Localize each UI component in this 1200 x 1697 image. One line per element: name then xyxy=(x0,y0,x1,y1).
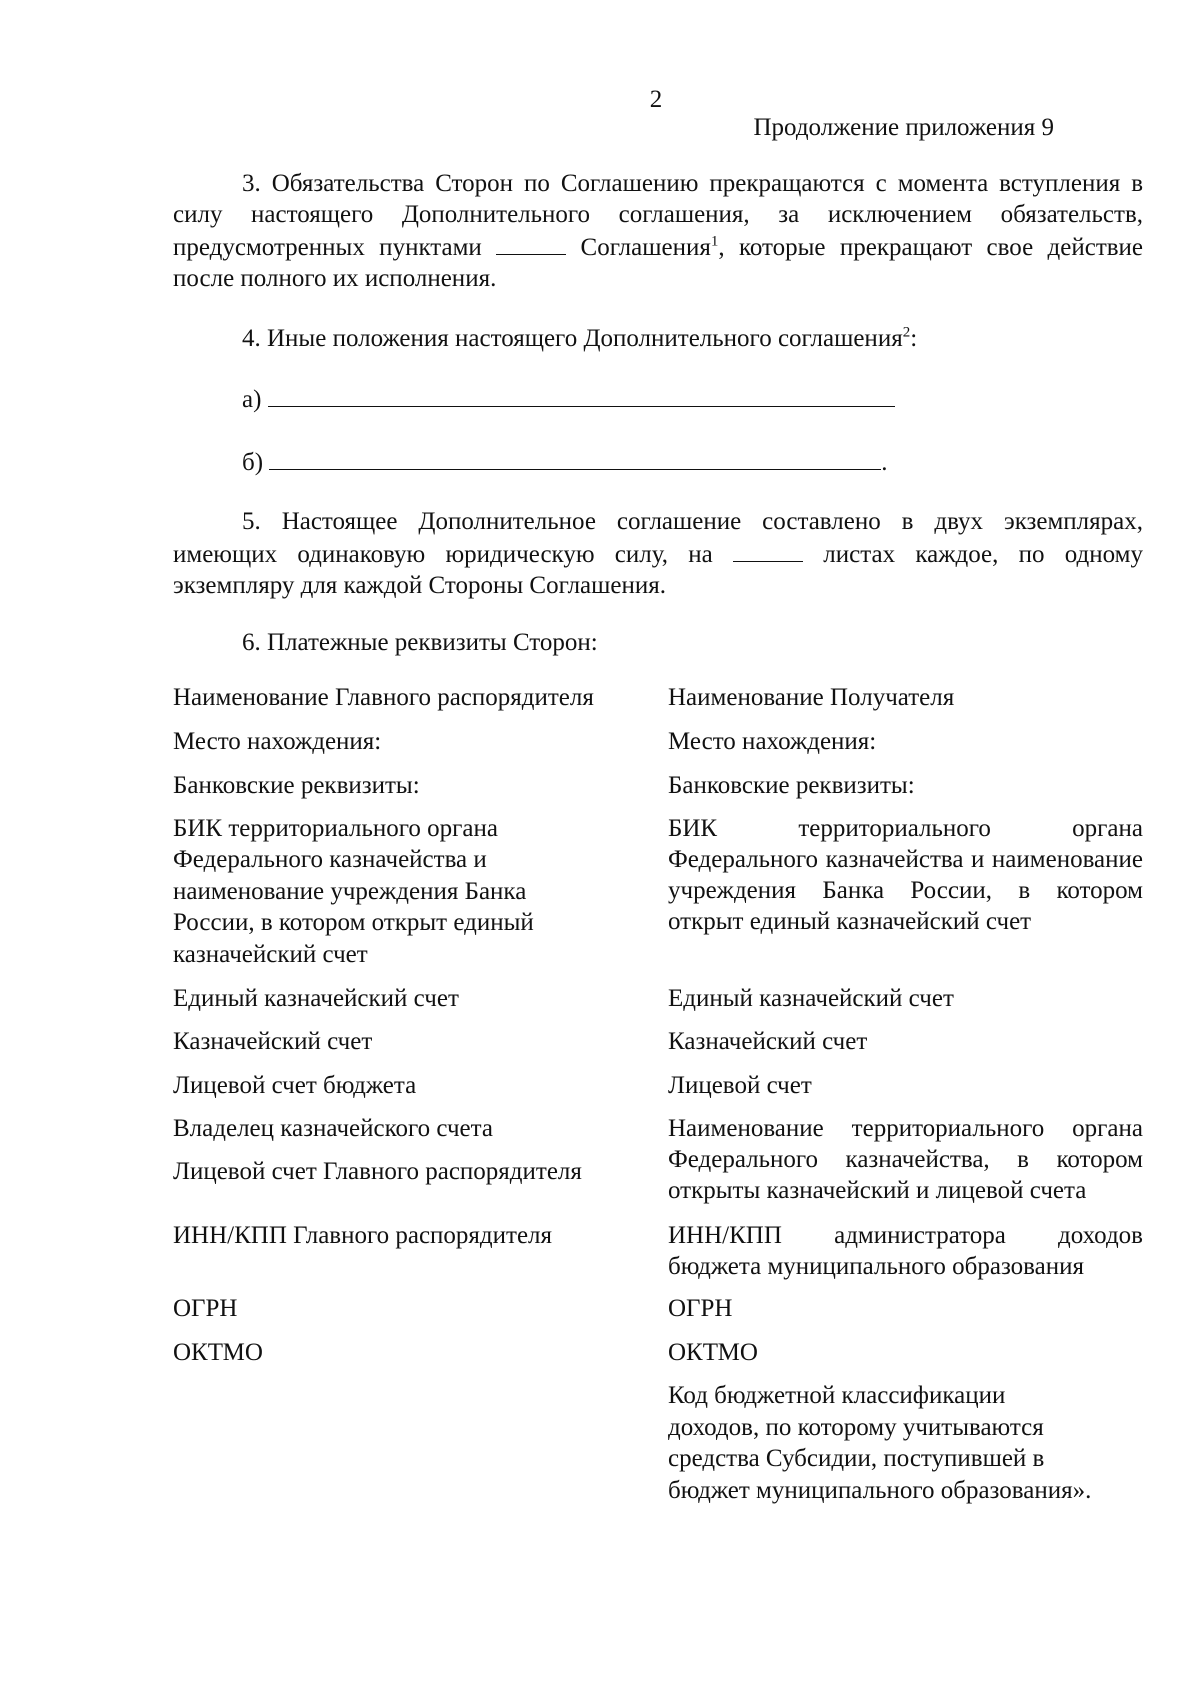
right-location: Место нахождения: xyxy=(668,728,877,755)
right-kbk-line-2: доходов, по которому учитываются xyxy=(668,1414,1044,1441)
right-bik: БИК территориального органа Федерального казначейства и наименование учреждения Банка России, в котором открыт единый казначейский счет xyxy=(668,815,1143,935)
paragraph-4-colon: : xyxy=(910,325,918,352)
left-oktmo: ОКТМО xyxy=(173,1339,263,1366)
left-personal-main: Лицевой счет Главного распорядителя xyxy=(173,1158,582,1185)
left-owner: Владелец казначейского счета xyxy=(173,1115,493,1142)
right-treasury-account: Казначейский счет xyxy=(668,1028,868,1055)
blank-sheets-field xyxy=(733,537,803,562)
paragraph-6-number: 6. xyxy=(242,629,261,656)
paragraph-3 xyxy=(173,168,1143,294)
paragraph-6 xyxy=(173,627,1143,658)
item-a xyxy=(173,382,1143,415)
item-b-label: б) xyxy=(242,449,264,476)
paragraph-6-text: Платежные реквизиты Сторон: xyxy=(267,629,598,656)
left-personal-budget: Лицевой счет бюджета xyxy=(173,1072,417,1099)
left-bank: Банковские реквизиты: xyxy=(173,772,420,799)
paragraph-3-text: Обязательства Сторон по Соглашению прекращаются с момента вступления в силу настоящего Дополнительного соглашения, за исключением обязательств, предусмотренных пунктами xyxy=(173,170,1144,261)
right-kbk-line-1: Код бюджетной классификации xyxy=(668,1382,1006,1409)
left-bik-line-5: казначейский счет xyxy=(173,941,368,968)
paragraph-5-tail: листах каждое, по одному экземпляру для каждой Стороны Соглашения. xyxy=(173,541,1144,599)
right-bank: Банковские реквизиты: xyxy=(668,772,915,799)
footnote-1-marker: 1 xyxy=(710,233,719,250)
paragraph-3-number: 3. xyxy=(242,170,261,197)
right-territorial: Наименование территориального органа Федерального казначейства, в котором открыты казначейский и лицевой счета xyxy=(668,1115,1143,1204)
item-b-blank xyxy=(269,445,881,470)
item-a-blank xyxy=(268,382,895,407)
left-bik-line-2: Федерального казначейства и xyxy=(173,846,487,873)
page-number: 2 xyxy=(649,86,663,113)
left-inn: ИНН/КПП Главного распорядителя xyxy=(173,1222,553,1249)
continuation-label: Продолжение приложения 9 xyxy=(753,114,1054,141)
paragraph-3-agreement: Соглашения xyxy=(580,234,711,261)
paragraph-3-tail: , которые прекращают свое действие после полного их исполнения. xyxy=(173,234,1144,292)
left-location: Место нахождения: xyxy=(173,728,382,755)
right-ogrn: ОГРН xyxy=(668,1295,733,1322)
paragraph-4-text: Иные положения настоящего Дополнительного соглашения xyxy=(267,325,903,352)
right-kbk-line-4: бюджет муниципального образования». xyxy=(668,1477,1092,1504)
paragraph-5 xyxy=(173,506,1143,601)
item-b-period: . xyxy=(881,449,888,476)
right-personal: Лицевой счет xyxy=(668,1072,812,1099)
right-inn: ИНН/КПП администратора доходов бюджета муниципального образования xyxy=(668,1222,1143,1280)
paragraph-4 xyxy=(173,323,1143,354)
paragraph-4-number: 4. xyxy=(242,325,261,352)
paragraph-5-text: Настоящее Дополнительное соглашение составлено в двух экземплярах, имеющих одинаковую юридическую силу, на xyxy=(173,508,1143,568)
blank-points-field xyxy=(496,230,566,255)
paragraph-5-number: 5. xyxy=(242,508,261,535)
left-bik-line-1: БИК территориального органа xyxy=(173,815,498,842)
left-bik-line-3: наименование учреждения Банка xyxy=(173,878,527,905)
item-a-label: а) xyxy=(242,386,262,413)
right-name: Наименование Получателя xyxy=(668,684,955,711)
right-oktmo: ОКТМО xyxy=(668,1339,758,1366)
item-b xyxy=(173,445,1143,478)
right-kbk-line-3: средства Субсидии, поступившей в xyxy=(668,1445,1045,1472)
left-bik-line-4: России, в котором открыт единый xyxy=(173,909,534,936)
left-ogrn: ОГРН xyxy=(173,1295,238,1322)
left-treasury-account: Казначейский счет xyxy=(173,1028,373,1055)
left-name: Наименование Главного распорядителя xyxy=(173,684,594,711)
footnote-2-marker: 2 xyxy=(902,324,911,341)
left-single-account: Единый казначейский счет xyxy=(173,985,459,1012)
right-single-account: Единый казначейский счет xyxy=(668,985,954,1012)
